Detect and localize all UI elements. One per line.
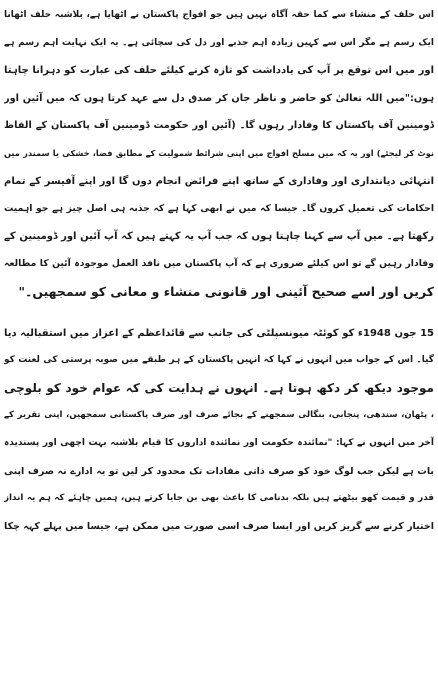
text-line: رکھتا ہے۔ میں آپ سے کہنا چاہتا ہوں کہ جب آپ یہ کہتے ہیں کہ آپ آئین اور ڈومینین کے	[4, 230, 434, 242]
text-line: بات ہے لیکن جب لوگ خود کو صرف ذاتی مفادات تک محدود کر لیں تو یہ ادارے نہ صرف اپنی	[4, 465, 434, 477]
text-line: انتہائی دیانتداری اور وفاداری کے ساتھ اپنے فرائض انجام دوں گا اور اپنے آفیسر کے تمام	[4, 175, 434, 187]
text-line: ہوں:"میں اللہ تعالیٰ کو حاضر و ناظر جان کر صدق دل سے عہد کرتا ہوں کہ میں آئین اور	[4, 92, 434, 104]
paragraph-quetta	[4, 320, 434, 541]
text-line: قدر و قیمت کھو بیٹھتے ہیں بلکہ بدنامی کا باعث بھی بن جایا کرتے ہیں، ہمیں چاہئے کہ ہم یہ انداز	[4, 493, 434, 504]
text-line: موجود دیکھ کر دکھ ہوتا ہے۔ انہوں نے ہدایت کی کہ عوام خود کو بلوچی	[4, 380, 434, 395]
text-line: اختیار کرنے سے گریز کریں اور ایسا صرف اسی صورت میں ممکن ہے، جیسا میں پہلے کہہ چکا	[4, 520, 434, 532]
text-line: ڈومینین آف پاکستان کا وفادار رہوں گا۔ (آئین اور حکومت ڈومینین آف پاکستان کے الفاظ	[4, 120, 434, 132]
text-line: 15 جون 1948ء کو کوئٹہ میونسپلٹی کی جانب سے قائداعظم کے اعزاز میں استقبالیہ دیا	[4, 327, 434, 339]
text-line: اور میں اس توقع پر آپ کی یادداشت کو تازہ کرنے کیلئے حلف کی عبارت کو دہرانا چاہتا	[4, 65, 434, 77]
paragraph-gap	[4, 306, 434, 320]
text-line: وفادار رہیں گے تو اس کیلئے ضروری ہے کہ آپ پاکستان میں نافذ العمل موجودہ آئین کا مطالعہ	[4, 258, 434, 270]
paragraph-oath	[4, 2, 434, 306]
text-line: گیا۔ اس کے جواب میں انہوں نے کہا کہ انہیں پاکستان کے ہر طبقے میں صوبہ پرستی کی لعنت کو	[4, 355, 434, 366]
text-line: اس حلف کے منشاء سے کما حقہ آگاہ نہیں ہیں جو افواج پاکستان نے اٹھایا ہے، بلاشبہ حلف اٹھانا	[4, 10, 434, 20]
text-line: ایک رسم ہے مگر اس سے کہیں زیادہ اہم جذبے اور دل کی سچائی ہے۔ یہ ایک نہایت اہم رسم ہے	[4, 37, 434, 48]
text-line: احکامات کی تعمیل کروں گا۔ جیسا کہ میں نے ابھی کہا ہے کہ جذبہ ہی اصل چیز ہے جو اہمیت	[4, 203, 434, 215]
text-line: نوٹ کر لیجئے) اور یہ کہ میں مسلح افواج میں اپنی شرائط شمولیت کے مطابق فضا، خشکی یا سمندر میں	[4, 147, 434, 158]
text-line: ، پٹھان، سندھی، پنجابی، بنگالی سمجھنے کے بجائے صرف اور صرف پاکستانی سمجھیں، اپنی تقریر کے	[4, 410, 434, 421]
text-line: کریں اور اسے صحیح آئینی اور قانونی منشاء و معانی کو سمجھیں۔"	[18, 283, 434, 299]
text-line: آخر میں انہوں نے کہا: "نمائندہ حکومت اور نمائندہ اداروں کا قیام بلاشبہ بہت اچھی اور پسندیدہ	[4, 437, 434, 448]
